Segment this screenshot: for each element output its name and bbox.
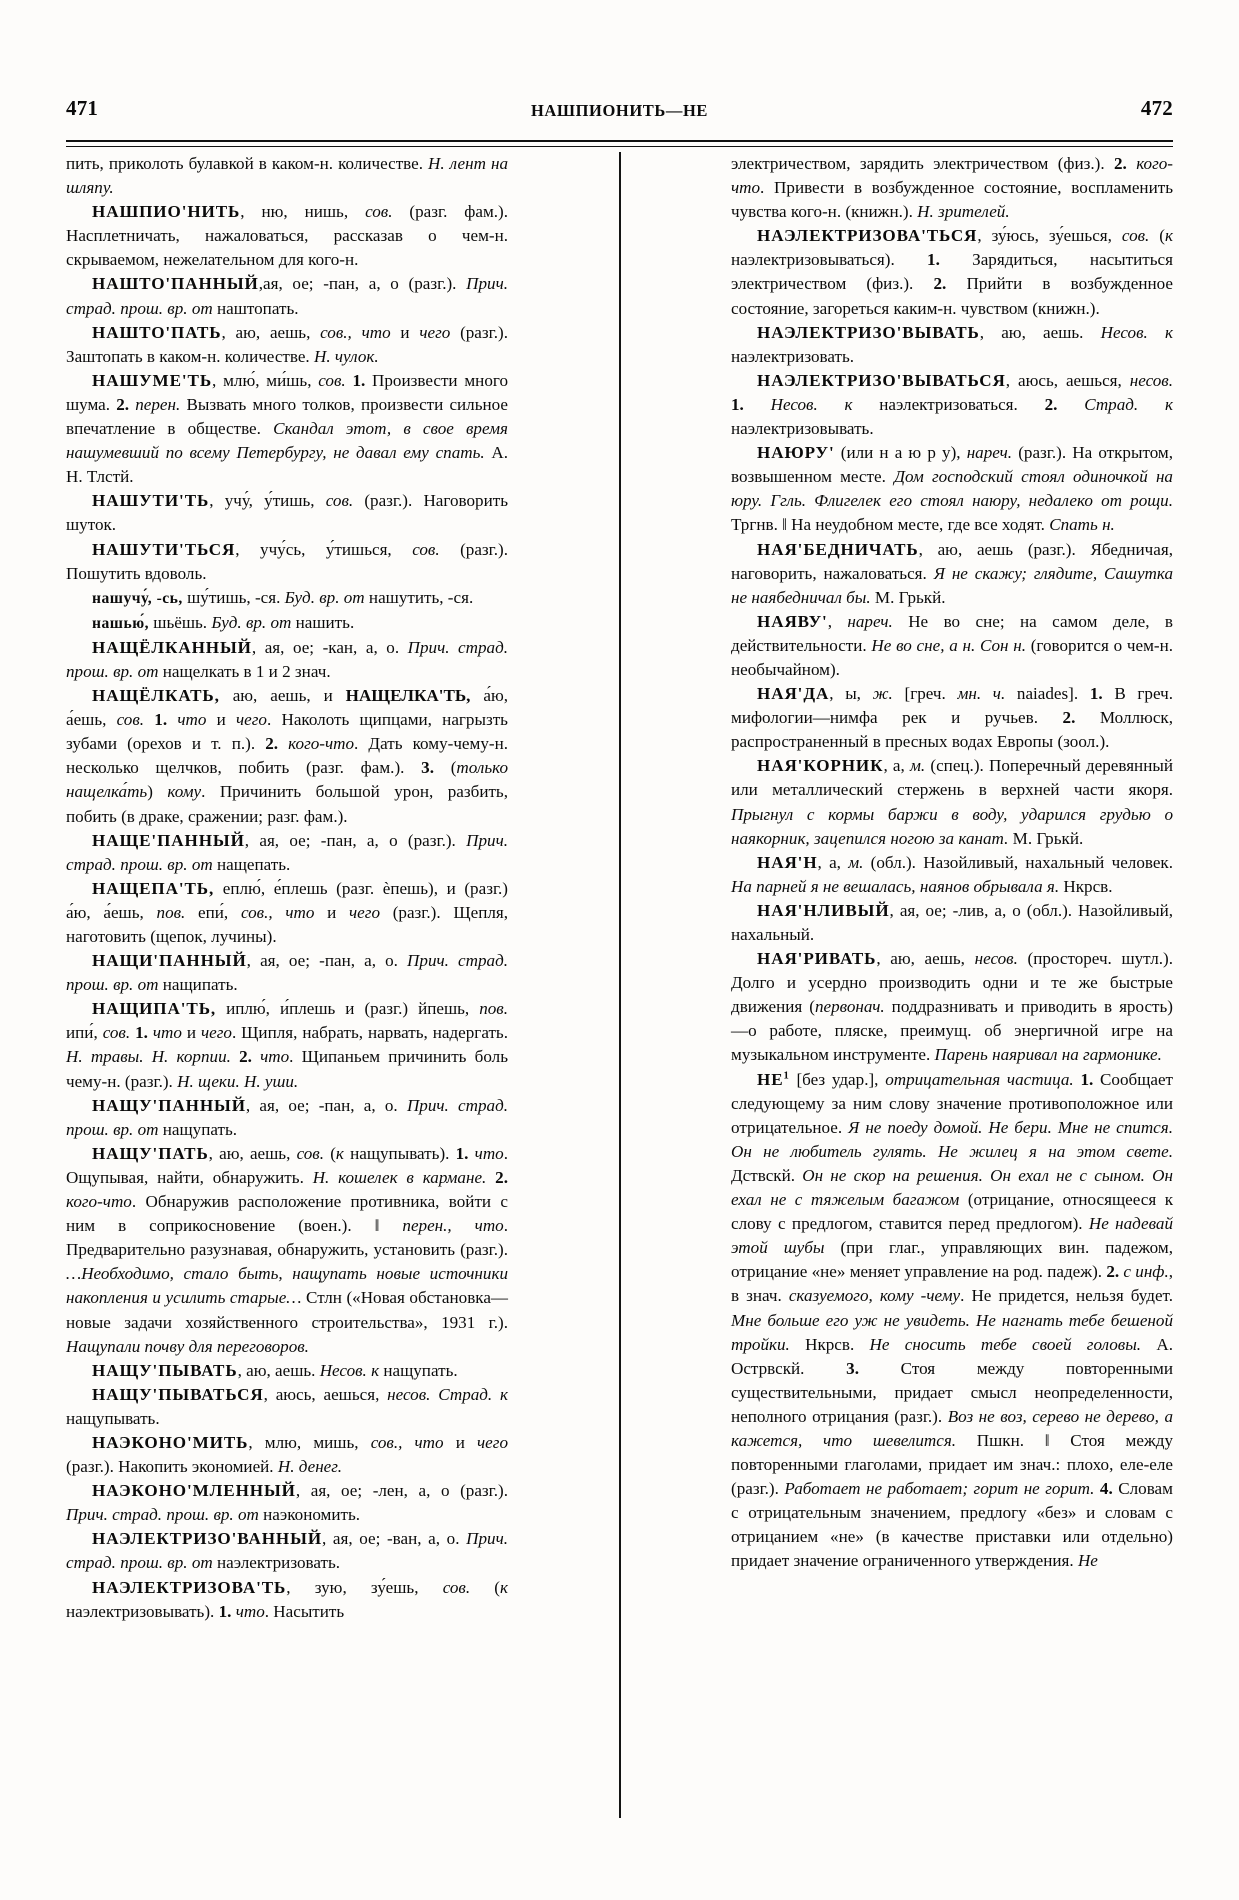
entry-body: , ая, ое; -пан, а, о. Прич. страд. прош. вр. от нащипать. xyxy=(66,951,508,995)
column-divider xyxy=(619,152,621,1818)
entry-headword: НАШУТИ'ТЬСЯ xyxy=(92,539,236,559)
column-container xyxy=(66,152,1173,1840)
entry-body: , учу́сь, у́тишься, сов. (разг.). Пошутить вдоволь. xyxy=(66,539,508,583)
entry-body: еплю́, е́плешь (разг. ѐпешь), и (разг.) а́ю, а́ешь, пов. епи́, сов., что и чего (разг.). Щепля, наготовить (щепок, лучины). xyxy=(66,878,509,946)
entry-headword: нашью́, xyxy=(92,614,150,632)
entry-body: , ая, ое; -ван, а, о. Прич. страд. прош. вр. от наэлектризовать. xyxy=(66,1529,508,1573)
dictionary-entry xyxy=(731,1068,1173,1574)
dictionary-entry xyxy=(731,899,1173,947)
entry-headword: НАЯВУ' xyxy=(757,611,828,631)
entry-body: шьёшь. Буд. вр. от нашить. xyxy=(149,612,355,632)
dictionary-entry xyxy=(66,636,508,684)
dictionary-entry xyxy=(731,538,1173,610)
dictionary-entry xyxy=(66,1431,508,1479)
carryover-text: пить, приколоть булавкой в каком-н. количестве. Н. лент на шляпу. xyxy=(66,154,508,198)
dictionary-entry xyxy=(66,829,508,877)
entry-body: , ню, нишь, сов. (разг. фам.). Насплетничать, нажаловаться, рассказав о чем-н. скрываемом, нежелательном для кого-н. xyxy=(66,202,508,270)
dictionary-entry xyxy=(66,1527,508,1575)
entry-headword: НАЭЛЕКТРИЗОВА'ТЬ xyxy=(92,1577,287,1597)
dictionary-entry xyxy=(66,321,508,369)
entry-body: , зую, зу́ешь, сов. (к наэлектризовывать). 1. что. Насытить xyxy=(66,1577,508,1621)
entry-body: , аю, аешь, несов. (простореч. шутл.). Долго и усердно производить одни и те же быстрые движения (первонач. поддразнивать и приводить в ярость)—о работе, пляске, преимущ. об энергичной игре на музыкальном инструменте. Парень наяривал на гармонике. xyxy=(731,949,1173,1065)
dictionary-entry xyxy=(66,684,508,829)
entry-body: , ая, ое; -пан, а, о. Прич. страд. прош. вр. от нащупать. xyxy=(66,1095,508,1139)
dictionary-entry xyxy=(66,1576,508,1624)
dictionary-entry xyxy=(66,1359,508,1383)
entry-body: , учу́, у́тишь, сов. (разг.). Наговорить шуток. xyxy=(66,491,508,535)
entry-body: , аю, аешь, сов., что и чего (разг.). Заштопать в каком-н. количестве. Н. чулок. xyxy=(66,322,508,366)
dictionary-entry xyxy=(66,272,508,320)
dictionary-entry xyxy=(66,611,508,636)
entry-headword: НАЩЁЛКАННЫЙ xyxy=(92,637,252,657)
entry-body: , ая, ое; -лив, а, о (обл.). Назойливый, нахальный. xyxy=(731,900,1173,944)
entry-headword: НАЭЛЕКТРИЗО'ВАННЫЙ xyxy=(92,1529,323,1549)
dictionary-entry xyxy=(66,200,508,272)
entry-body: , а, м. (спец.). Поперечный деревянный или металлический стержень в верхней части якоря. Прыгнул с кормы баржи в воду, ударился грудью о наякорник, зацепился ногою за канат. М. Грькй. xyxy=(731,756,1173,848)
entry-headword: НАЩЁЛКАТЬ, xyxy=(92,686,220,706)
dictionary-entry xyxy=(731,947,1173,1067)
entry-headword: $НЕ^1$ xyxy=(757,1069,790,1089)
dictionary-entry xyxy=(731,369,1173,441)
entry-headword: НАЭКОНО'МИТЬ xyxy=(92,1432,249,1452)
entry-headword: нашучу́, -сь, xyxy=(92,589,183,607)
entry-body: , зу́юсь, зу́ешься, сов. (к наэлектризовываться). 1. Зарядиться, насытиться электричеством (физ.). 2. Прийти в возбужденное состояние, загореться каким-н. чувством (книжн.). xyxy=(731,226,1173,318)
entry-list-left xyxy=(66,200,508,1624)
entry-headword: НАЯ'ДА xyxy=(757,684,830,704)
entry-headword: НАШПИО'НИТЬ xyxy=(92,202,241,222)
entry-headword: НАЯ'Н xyxy=(757,852,818,872)
dictionary-entry xyxy=(66,538,508,586)
entry-body: , млю, мишь, сов., что и чего (разг.). Накопить экономией. Н. денег. xyxy=(66,1432,508,1477)
entry-body: аю, аешь, и НАЩЕЛКА'ТЬ, а́ю, а́ешь, сов. 1. что и чего. Наколоть щипцами, нагрызть зубами (орехов и т. п.). 2. кого-что. Дать кому-чему-н. несколько щелчков, побить (разг. фам.). 3. (только нащелка́ть) кому. Причинить большой урон, разбить, побить (в драке, сражении; разг. фам.). xyxy=(66,686,509,826)
dictionary-entry xyxy=(731,321,1173,369)
entry-headword: НАЩИПА'ТЬ, xyxy=(92,999,217,1019)
entry-body: , ая, ое; -кан, а, о. Прич. страд. прош. вр. от нащелкать в 1 и 2 знач. xyxy=(66,637,508,681)
header-rule xyxy=(66,140,1173,147)
entry-headword: НАЯ'РИВАТЬ xyxy=(757,949,877,969)
folio-right: 472 xyxy=(1140,96,1173,120)
entry-headword: НАЭЛЕКТРИЗОВА'ТЬСЯ xyxy=(757,226,978,246)
entry-headword: НАЩУ'ПЫВАТЬ xyxy=(92,1360,238,1380)
dictionary-entry xyxy=(66,1479,508,1527)
dictionary-entry xyxy=(731,224,1173,320)
entry-body: ,ая, ое; -пан, а, о (разг.). Прич. страд. прош. вр. от наштопать. xyxy=(66,274,508,318)
entry-headword: НАЯ'КОРНИК xyxy=(757,756,884,776)
dictionary-entry xyxy=(66,1094,508,1142)
dictionary-entry xyxy=(731,682,1173,754)
entry-headword: НАЩУ'ПАТЬ xyxy=(92,1143,209,1163)
entry-headword: НАЩЕПА'ТЬ, xyxy=(92,878,215,898)
entry-body: (или н а ю р у), нареч. (разг.). На открытом, возвышенном месте. Дом господский стоял одиночкой на юру. Ггль. Флигелек его стоял наюру, недалеко от рощи. Тргнв. ‖ На неудобном месте, где все ходят. Спать н. xyxy=(731,443,1174,535)
entry-body: шу́тишь, -ся. Буд. вр. от нашутить, -ся. xyxy=(182,587,474,607)
entry-body: , аю, аешь. Несов. к нащупать. xyxy=(237,1360,458,1380)
entry-body: , ая, ое; -лен, а, о (разг.). Прич. страд. прош. вр. от наэкономить. xyxy=(66,1481,508,1525)
dictionary-entry xyxy=(66,997,508,1093)
entry-body: , аю, аешь, сов. (к нащупывать). 1. что. Ощупывая, найти, обнаружить. Н. кошелек в кармане. 2. кого-что. Обнаружив расположение противника, войти с ним в соприкосновение (воен.). ‖ перен., что. Предварительно разузнавая, обнаружить, установить (разг.). …Необходимо, стало быть, нащупать новые источники накопления и усилить старые… Стлн («Новая обстановка—новые задачи хозяйственного строительства», 1931 г.). Нащупали почву для переговоров. xyxy=(66,1143,509,1356)
carryover-text: электричеством, зарядить электричеством (физ.). 2. кого-что. Привести в возбужденное состояние, воспламенить чувства кого-н. (книжн.). Н. зрителей. xyxy=(731,154,1173,222)
dictionary-entry xyxy=(66,1142,508,1359)
dictionary-entry xyxy=(66,369,508,489)
entry-headword: НАШТО'ПАННЫЙ xyxy=(92,274,259,294)
running-head-title: НАШПИОНИТЬ—НЕ xyxy=(530,101,709,120)
dictionary-entry xyxy=(731,610,1173,682)
dictionary-entry xyxy=(66,877,508,949)
entry-headword: НАШУТИ'ТЬ xyxy=(92,491,210,511)
dictionary-entry xyxy=(731,754,1173,850)
entry-headword: НАЩУ'ПАННЫЙ xyxy=(92,1095,246,1115)
dictionary-entry xyxy=(731,851,1173,899)
entry-headword: НАЯ'БЕДНИЧАТЬ xyxy=(757,539,919,559)
entry-headword: НАЭЛЕКТРИЗО'ВЫВАТЬ xyxy=(757,322,980,342)
entry-body: , аюсь, аешься, несов. 1. Несов. к наэлектризоваться. 2. Страд. к наэлектризовывать. xyxy=(731,370,1173,439)
entry-body: , нареч. Не во сне; на самом деле, в действительности. Не во сне, а н. Сон н. (говорится о чем-н. необычайном). xyxy=(731,611,1173,679)
column-left xyxy=(66,152,508,1840)
entry-body: [без удар.], отрицательная частица. 1. Сообщает следующему за ним слову значение противоположное или отрицательное. Я не поеду домой. Не бери. Мне не спится. Он не любитель гулять. Не жилец я на этом свете. Дствскй. Он не скор на решения. Он ехал не с сыном. Он ехал не с тяжелым багажом (отрицание, относящееся к слову с предлогом, ставится перед предлогом). Не надевай этой шубы (при глаг., управляющих вин. падежом, отрицание «не» меняет управление на род. падеж). 2. с инф., в знач. сказуемого, кому -чему. Не придется, нельзя будет. Мне больше его уж не увидеть. Не нагнать тебе бешеной тройки. Нкрсв. Не сносить тебе своей головы. А. Острвскй. 3. Стоя между повторенными существительными, придает смысл неопределенности, неполного отрицания (разг.). Воз не воз, серево не дерево, а кажется, что шевелится. Пшкн. ‖ Стоя между повторенными глаголами, придает им знач.: плохо, еле-еле (разг.). Работает не работает; горит не горит. 4. Словам с отрицательным значением, предлогу «без» и словам с отрицанием «не» (в качестве приставки или отдельно) придает значение ограниченного утверждения. Не xyxy=(731,1069,1174,1571)
dictionary-entry xyxy=(66,1383,508,1431)
dictionary-entry xyxy=(731,441,1173,537)
column-right xyxy=(731,152,1173,1840)
entry-body: иплю́, и́плешь и (разг.) йпешь, пов. ипи́, сов. 1. что и чего. Щипля, набрать, нарвать, надергать. Н. травы. Н. корпии. 2. что. Щипаньем причинить боль чему-н. (разг.). Н. щеки. Н. уши. xyxy=(66,999,509,1091)
entry-body: , а, м. (обл.). Назойливый, нахальный человек. На парней я не вешалась, наянов обрывала я. Нкрсв. xyxy=(731,852,1174,896)
entry-headword: НАЩЕ'ПАННЫЙ xyxy=(92,830,245,850)
folio-left: 471 xyxy=(66,96,99,120)
entry-body: , ы, ж. [греч. мн. ч. naiades]. 1. В греч. мифологии—нимфа рек и ручьев. 2. Моллюск, распространенный в пресных водах Европы (зоол.). xyxy=(731,684,1173,752)
entry-body: , аю, аешь (разг.). Ябедничая, наговорить, нажаловаться. Я не скажу; глядите, Сашутка не наябедничал бы. М. Грькй. xyxy=(731,539,1173,607)
dictionary-entry xyxy=(66,489,508,537)
entry-list-right xyxy=(731,224,1173,1573)
running-head xyxy=(66,96,1173,130)
entry-body: , ая, ое; -пан, а, о (разг.). Прич. страд. прош. вр. от нащепать. xyxy=(66,830,508,874)
entry-headword: НАШУМЕ'ТЬ xyxy=(92,370,213,390)
entry-headword: НАШТО'ПАТЬ xyxy=(92,322,222,342)
entry-headword: НАЭЛЕКТРИЗО'ВЫВАТЬСЯ xyxy=(757,370,1006,390)
entry-headword: НАЩУ'ПЫВАТЬСЯ xyxy=(92,1384,264,1404)
entry-headword: НАЭКОНО'МЛЕННЫЙ xyxy=(92,1481,296,1501)
entry-homograph-number: 1 xyxy=(783,1069,790,1081)
entry-headword: НАЩИ'ПАННЫЙ xyxy=(92,951,247,971)
dictionary-entry xyxy=(66,949,508,997)
entry-body: , аю, аешь. Несов. к наэлектризовать. xyxy=(731,322,1173,366)
entry-headword: НАЮРУ' xyxy=(757,443,835,463)
entry-body: , млю́, ми́шь, сов. 1. Произвести много шума. 2. перен. Вызвать много толков, произвести сильное впечатление в обществе. Скандал этот, в свое время нашумевший по всему Петербургу, не давал ему спать. А. Н. Тлстй. xyxy=(66,370,509,487)
entry-body: , аюсь, аешься, несов. Страд. к нащупывать. xyxy=(66,1384,508,1428)
dictionary-entry xyxy=(66,586,508,611)
entry-headword: НАЯ'НЛИВЫЙ xyxy=(757,900,890,920)
